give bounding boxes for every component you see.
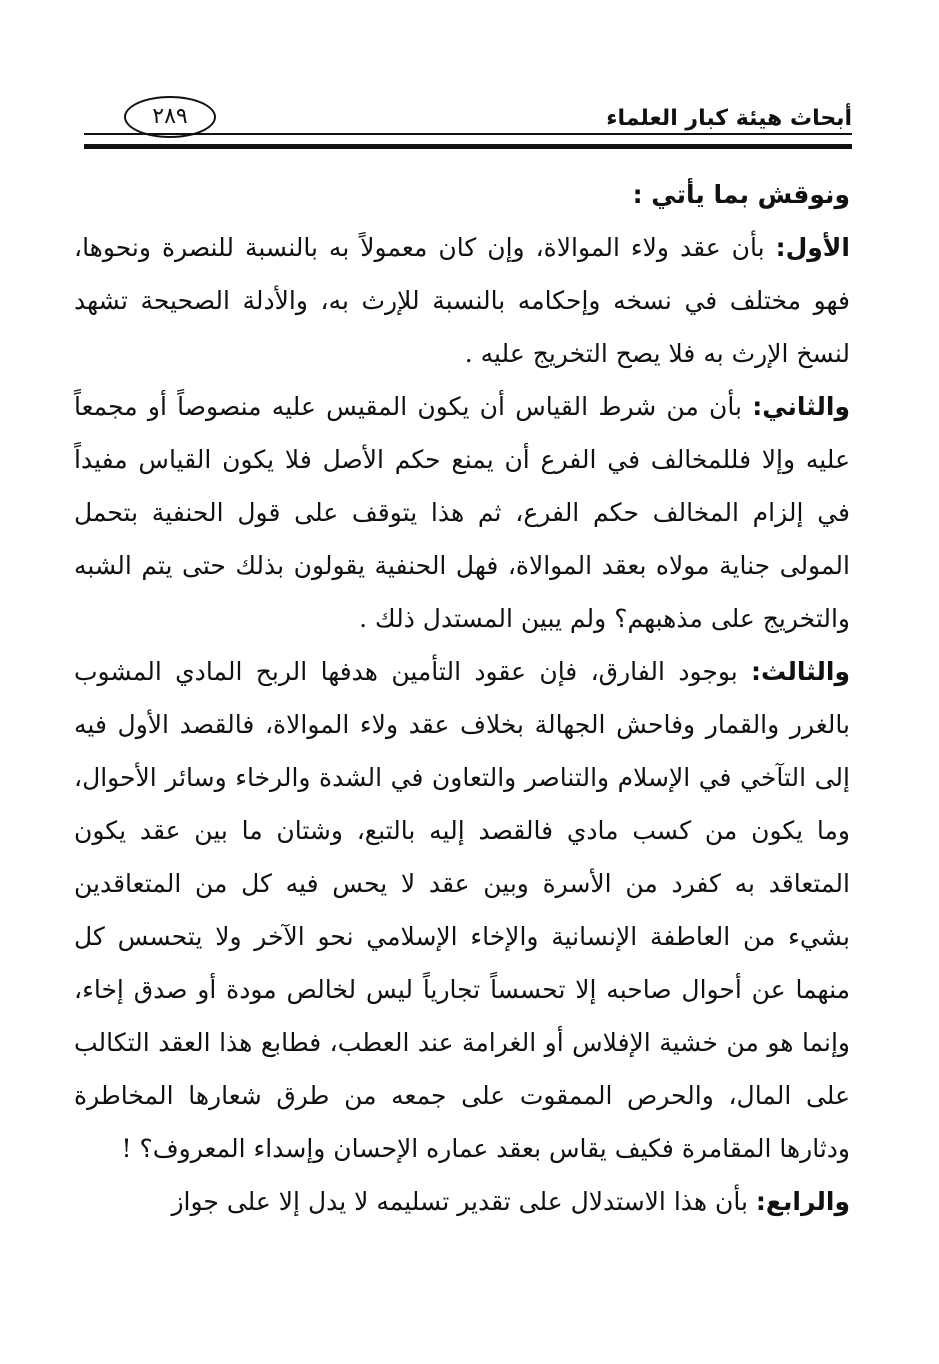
paragraph-label: والرابع: <box>755 1187 850 1216</box>
paragraph-second <box>74 380 850 645</box>
paragraph-label: والثالث: <box>751 657 850 686</box>
header-rule-thick <box>84 144 852 149</box>
paragraph-first <box>74 221 850 380</box>
page-header <box>84 96 852 156</box>
paragraph-text: بأن عقد ولاء الموالاة، وإن كان معمولاً به بالنسبة للنصرة ونحوها، فهو مختلف في نسخه وإحكامه بالنسبة للإرث به، والأدلة الصحيحة تشهد لنسخ الإرث به فلا يصح التخريج عليه . <box>74 233 850 368</box>
header-rule-thin <box>84 133 852 135</box>
intro-line: ونوقش بما يأتي : <box>632 180 850 209</box>
paragraph-text: بأن من شرط القياس أن يكون المقيس عليه منصوصاً أو مجمعاً عليه وإلا فللمخالف في الفرع أن يمنع حكم الأصل فلا يكون القياس مفيداً في إلزام المخالف حكم الفرع، ثم هذا يتوقف على قول الحنفية بتحمل المولى جناية مولاه بعقد الموالاة، فهل الحنفية يقولون بذلك حتى يتم الشبه والتخريج على مذهبهم؟ ولم يبين المستدل ذلك . <box>74 392 850 633</box>
page-number: ٢٨٩ <box>124 96 216 138</box>
paragraph-third <box>74 645 850 1175</box>
paragraph-label: والثاني: <box>752 392 850 421</box>
paragraph-text: بأن هذا الاستدلال على تقدير تسليمه لا يدل إلا على جواز <box>171 1187 756 1216</box>
paragraph-text: بوجود الفارق، فإن عقود التأمين هدفها الربح المادي المشوب بالغرر والقمار وفاحش الجهالة بخلاف عقد ولاء الموالاة، فالقصد الأول فيه إلى التآخي في الإسلام والتناصر والتعاون في الشدة والرخاء وسائر الأحوال، وما يكون من كسب مادي فالقصد إليه بالتبع، وشتان ما بين عقد يكون المتعاقد به كفرد من الأسرة وبين عقد لا يحس فيه كل من المتعاقدين بشيء من العاطفة الإنسانية والإخاء الإسلامي نحو الآخر ولا يتحسس كل منهما عن أحوال صاحبه إلا تحسساً تجارياً ليس لخالص مودة أو صدق إخاء، وإنما هو من خشية الإفلاس أو الغرامة عند العطب، فطابع هذا العقد التكالب على المال، والحرص الممقوت على جمعه من طرق شعارها المخاطرة ودثارها المقامرة فكيف يقاس بعقد عماره الإحسان وإسداء المعروف؟ ! <box>74 657 850 1163</box>
book-title: أبحاث هيئة كبار العلماء <box>606 106 852 131</box>
paragraph-fourth <box>74 1175 850 1228</box>
paragraph-label: الأول: <box>775 233 850 262</box>
body-text <box>74 168 850 1228</box>
